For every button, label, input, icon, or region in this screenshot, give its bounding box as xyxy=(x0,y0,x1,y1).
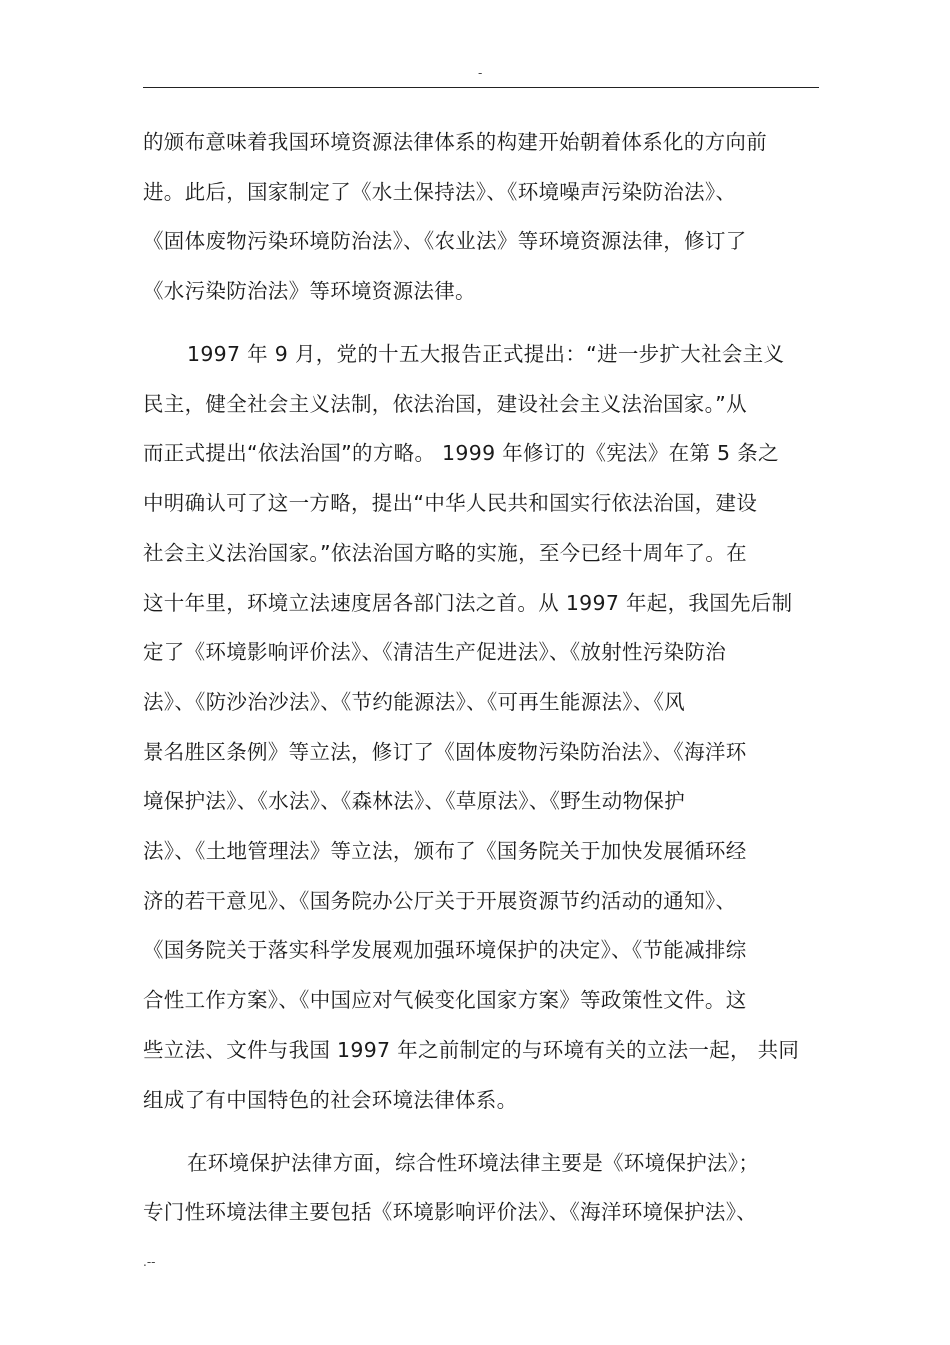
text-line: 法》、《防沙治沙法》、《节约能源法》、《可再生能源法》、《风 xyxy=(143,690,685,714)
text-line: 组成了有中国特色的社会环境法律体系。 xyxy=(143,1088,518,1112)
text-line: 的颁布意味着我国环境资源法律体系的构建开始朝着体系化的方向前 xyxy=(143,130,767,154)
header-rule xyxy=(143,87,819,88)
text-line: 定了《环境影响评价法》、《清洁生产促进法》、《放射性污染防治 xyxy=(143,640,726,664)
paragraph-first-line: 在环境保护法律方面，综合性环境法律主要是《环境保护法》； xyxy=(187,1151,760,1175)
paragraph-first-line: 1997 年 9 月，党的十五大报告正式提出：“进一步扩大社会主义 xyxy=(187,342,785,366)
text-line: 合性工作方案》、《中国应对气候变化国家方案》等政策性文件。这 xyxy=(143,988,747,1012)
text-line: 法》、《土地管理法》等立法，颁布了《国务院关于加快发展循环经 xyxy=(143,839,747,863)
text-line: 景名胜区条例》等立法，修订了《固体废物污染防治法》、《海洋环 xyxy=(143,740,747,764)
text-line: 济的若干意见》、《国务院办公厅关于开展资源节约活动的通知》、 xyxy=(143,889,737,913)
text-line: 专门性环境法律主要包括《环境影响评价法》、《海洋环境保护法》、 xyxy=(143,1200,758,1224)
text-line: 这十年里，环境立法速度居各部门法之首。从 1997 年起，我国先后制 xyxy=(143,591,793,615)
text-line: 《水污染防治法》等环境资源法律。 xyxy=(143,279,476,303)
text-line: 《国务院关于落实科学发展观加强环境保护的决定》、《节能减排综 xyxy=(143,938,747,962)
footer-mark: .-- xyxy=(143,1255,156,1269)
text-line: 社会主义法治国家。”依法治国方略的实施，至今已经十周年了。在 xyxy=(143,541,747,565)
text-line: 而正式提出“依法治国”的方略。 1999 年修订的《宪法》在第 5 条之 xyxy=(143,441,779,465)
text-line: 进。此后，国家制定了《水土保持法》、《环境噪声污染防治法》、 xyxy=(143,180,737,204)
text-line: 民主，健全社会主义法制，依法治国，建设社会主义法治国家。”从 xyxy=(143,392,747,416)
text-line: 《固体废物污染环境防治法》、《农业法》等环境资源法律，修订了 xyxy=(143,229,747,253)
text-line: 境保护法》、《水法》、《森林法》、《草原法》、《野生动物保护 xyxy=(143,789,685,813)
header-mark: - xyxy=(478,66,483,80)
text-line: 些立法、文件与我国 1997 年之前制定的与环境有关的立法一起， 共同 xyxy=(143,1038,800,1062)
text-line: 中明确认可了这一方略，提出“中华人民共和国实行依法治国，建设 xyxy=(143,491,758,515)
